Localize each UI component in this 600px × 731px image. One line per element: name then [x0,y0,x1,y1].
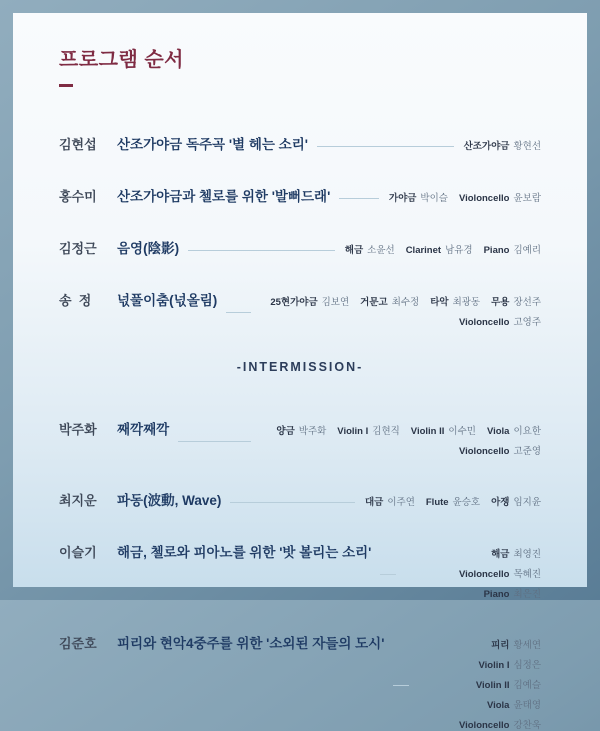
piece-title: 산조가야금 독주곡 '별 헤는 소리' [117,136,308,152]
composer-name: 김현섭 [59,136,97,152]
composer-name: 김정근 [59,240,97,256]
piece-title: 해금, 첼로와 피아노를 위한 '밧 볼리는 소리' [117,544,372,560]
instrument-role: Viola [486,425,510,437]
performer-pair [406,242,473,256]
piece-title: 음영(陰影) [117,240,180,256]
program-row [59,289,541,328]
piece-title: 산조가야금과 첼로를 위한 '발뻐드래' [117,188,331,204]
program-row [59,185,541,205]
instrument-role: 산조가야금 [463,140,510,152]
performer-pair [337,423,400,437]
leader-line [230,502,355,503]
performer-name: 고영주 [513,316,541,328]
instrument-role: Violoncello [458,316,510,328]
performer-pair [360,294,419,308]
performer-name: 남유경 [445,244,473,256]
program-row [59,541,541,600]
composer-name: 김준호 [59,635,97,651]
title-dash [59,84,73,87]
performer-pair [459,190,541,204]
program-row [59,418,541,457]
instrument-role: 아쟁 [491,496,510,508]
performer-pair [491,294,541,308]
instrument-role: Flute [425,496,449,508]
instrument-role: 거문고 [360,296,388,308]
performer-name: 이수민 [448,425,476,437]
program-row [59,489,541,509]
performer-pair [426,494,480,508]
performer-name: 윤보람 [513,192,541,204]
performer-name: 김예리 [513,244,541,256]
performer-name: 최광동 [452,296,481,308]
composer-name: 최지운 [59,492,97,508]
instrument-role: 25현가야금 [270,296,318,308]
instrument-role: Piano [483,588,510,600]
performer-name: 소윤선 [367,244,395,256]
instrument-role: 대금 [364,496,384,508]
performer-name: 김현직 [372,425,400,437]
performer-name: 이요한 [513,425,541,437]
instrument-role: 무용 [491,296,510,308]
performer-name: 황현선 [513,140,541,152]
performer-name: 임지윤 [513,496,541,508]
piece-title: 째깍째깍 [117,421,170,437]
composer-name: 홍수미 [59,188,97,204]
leader-line [380,574,396,575]
performer-name: 박이슬 [420,192,448,204]
leader-line [393,685,409,686]
performer-name: 김예슬 [513,679,541,691]
instrument-role: Piano [483,244,510,256]
performer-pair [430,294,480,308]
performer-pair [345,242,395,256]
performer-name: 최수정 [391,296,420,308]
performer-list [345,242,541,256]
instrument-role: 가야금 [388,192,417,204]
instrument-role: Violin I [478,659,510,671]
performer-name: 최영진 [513,548,541,560]
program-list [59,133,541,731]
instrument-role: 피리 [491,639,510,651]
piece-title: 피리와 현악4중주를 위한 '소외된 자들의 도시' [117,635,385,651]
performer-name: 윤태영 [513,699,541,711]
program-row [59,133,541,153]
performer-name: 최은진 [513,588,541,600]
instrument-role: Violin II [410,425,445,437]
performer-name: 심정은 [513,659,541,671]
program-part1 [59,133,541,328]
leader-line [226,312,251,313]
performer-pair [491,494,541,508]
performer-name: 김보연 [321,296,350,308]
piece-title: 넋풀이춤(넋올림) [117,292,218,308]
performer-name: 윤승호 [452,496,481,508]
instrument-role: 타악 [430,296,449,308]
performer-pair [476,677,541,691]
instrument-role: 해금 [491,548,510,560]
instrument-role: Violoncello [458,192,510,204]
performer-pair [459,314,541,328]
performer-name: 황세연 [513,639,541,651]
performer-pair [487,697,541,711]
instrument-role: Violoncello [458,568,510,580]
program-part2 [59,418,541,731]
performer-pair [459,717,541,731]
composer-name: 이슬기 [59,544,97,560]
leader-line [339,198,379,199]
intermission-label: -INTERMISSION- [236,359,364,374]
performer-pair [491,637,541,651]
instrument-role: 해금 [344,244,364,256]
performer-list [406,546,541,600]
program-row [59,632,541,731]
composer-name: 송 정 [59,292,92,308]
performer-pair [487,423,541,437]
performer-pair [270,294,349,308]
leader-line [188,250,335,251]
performer-name: 목혜진 [513,568,541,580]
performer-name: 박주화 [298,425,327,437]
performer-pair [411,423,476,437]
leader-line [317,146,454,147]
performer-pair [365,494,415,508]
performer-pair [484,242,541,256]
performer-name: 강찬욱 [513,719,541,731]
performer-name: 이주연 [387,496,415,508]
performer-list [389,190,541,204]
instrument-role: Violin II [475,679,510,691]
instrument-role: Viola [486,699,510,711]
performer-pair [491,546,541,560]
composer-name: 박주화 [59,421,97,437]
performer-pair [479,657,542,671]
instrument-role: Violoncello [458,719,510,731]
page-title: 프로그램 순서 [59,49,184,71]
performer-name: 장선주 [513,296,541,308]
performer-list [464,138,541,152]
performer-list [365,494,541,508]
performer-list [419,637,541,731]
performer-pair [459,566,541,580]
performer-pair [389,190,448,204]
performer-pair [459,443,541,457]
piece-title: 파동(波動, Wave) [117,492,222,508]
performer-list [261,294,541,328]
performer-pair [484,586,541,600]
instrument-role: 양금 [276,425,295,437]
program-card [13,13,587,731]
performer-list [261,423,541,457]
leader-line [178,441,251,442]
program-row [59,237,541,257]
performer-name: 고준영 [513,445,541,457]
performer-pair [276,423,326,437]
instrument-role: Violin I [337,425,369,437]
instrument-role: Clarinet [405,244,442,256]
performer-pair [464,138,541,152]
instrument-role: Violoncello [458,445,510,457]
